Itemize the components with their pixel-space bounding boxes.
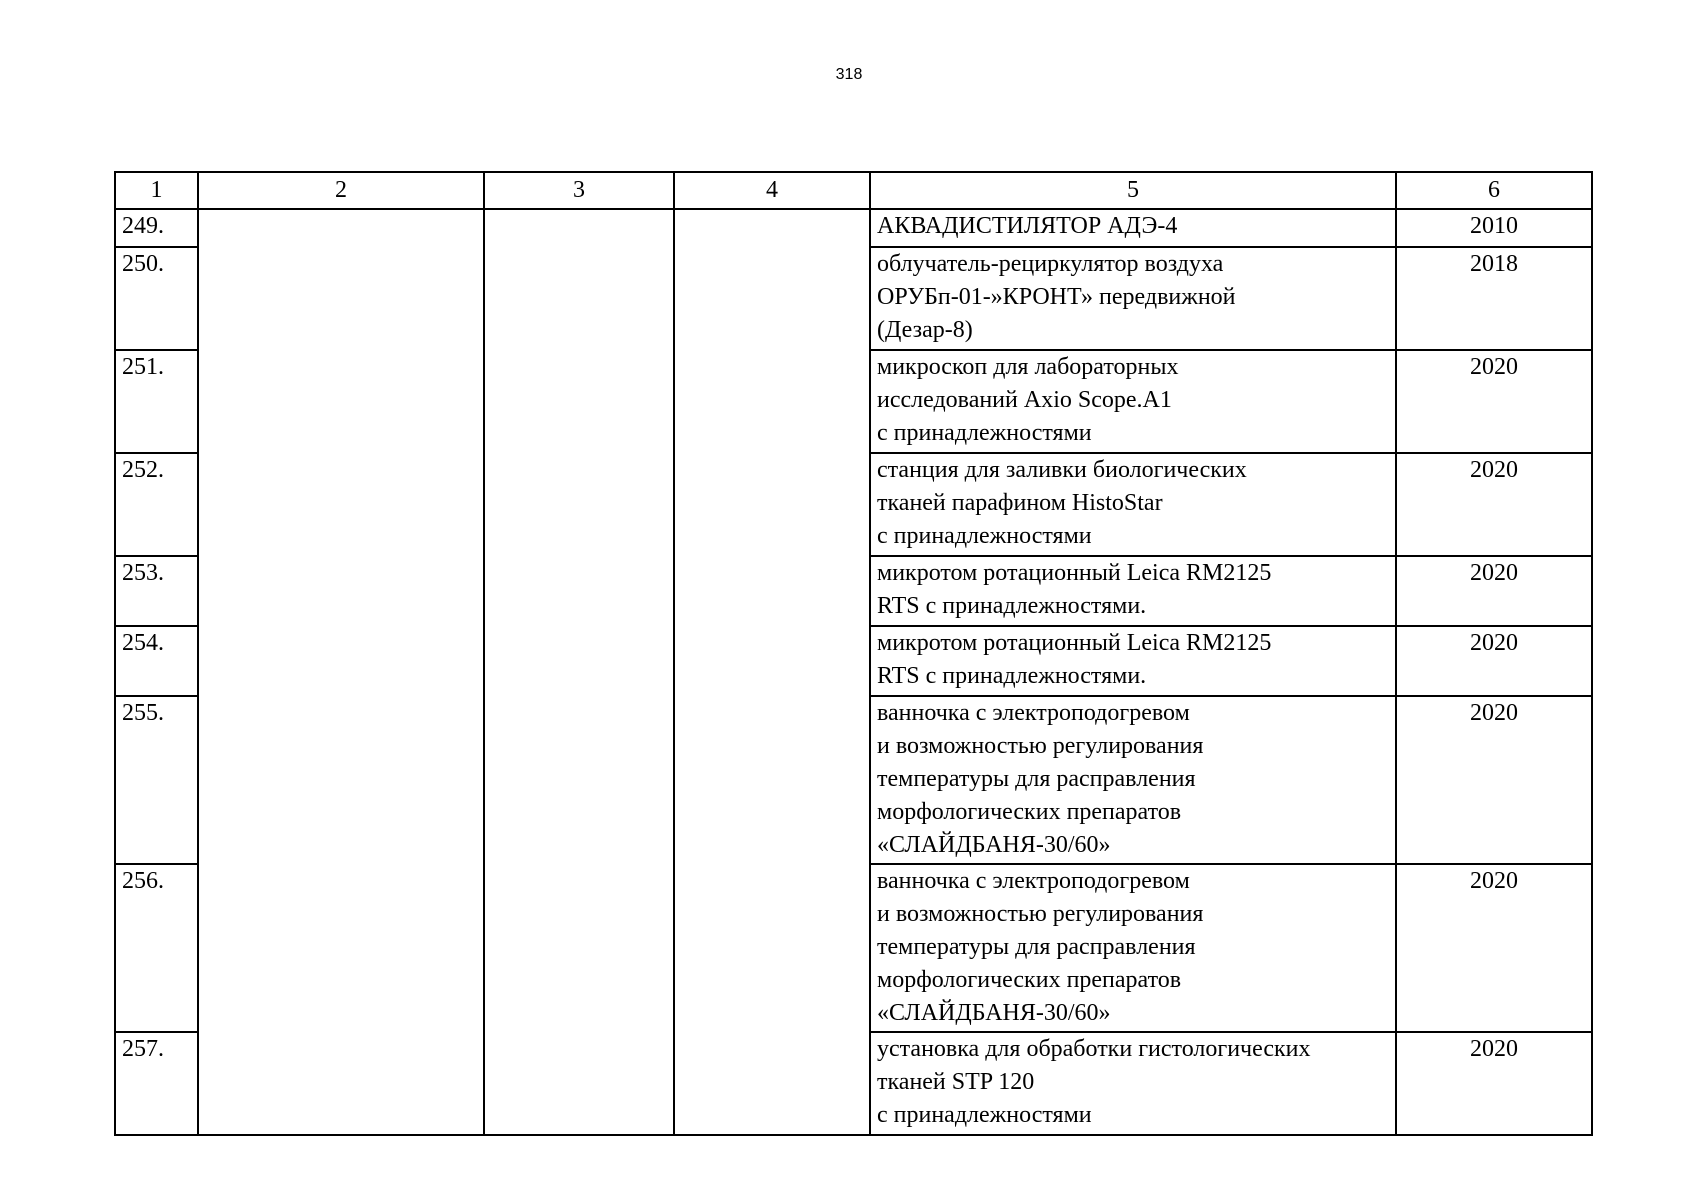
equipment-name-line: и возможностью регулирования — [877, 733, 1204, 759]
equipment-name-line: ванночка с электроподогревом — [877, 868, 1190, 894]
year: 2020 — [1396, 696, 1592, 864]
year: 2020 — [1396, 1032, 1592, 1135]
table-header-row — [115, 172, 1592, 209]
equipment-name-line: тканей STP 120 — [877, 1069, 1035, 1095]
equipment-name — [870, 864, 1396, 1032]
header-col-6: 6 — [1396, 172, 1592, 209]
equipment-name-line: ванночка с электроподогревом — [877, 700, 1190, 726]
equipment-name-line: облучатель-рециркулятор воздуха — [877, 251, 1224, 277]
equipment-name — [870, 350, 1396, 453]
equipment-name-line: RTS с принадлежностями. — [877, 663, 1147, 689]
equipment-name — [870, 247, 1396, 350]
header-col-3: 3 — [484, 172, 674, 209]
year: 2020 — [1396, 626, 1592, 696]
merged-empty-cell-col-4 — [674, 209, 870, 1135]
table-row — [115, 209, 1592, 247]
equipment-name-line: «СЛАЙДБАНЯ-30/60» — [877, 832, 1111, 858]
equipment-name-line: морфологических препаратов — [877, 967, 1182, 993]
header-col-5: 5 — [870, 172, 1396, 209]
equipment-table — [114, 171, 1593, 1136]
row-number: 251. — [115, 350, 198, 453]
equipment-name-line: с принадлежностями — [877, 1102, 1092, 1128]
header-col-4: 4 — [674, 172, 870, 209]
equipment-name-line: микроскоп для лабораторных — [877, 354, 1179, 380]
equipment-name-line: температуры для расправления — [877, 934, 1196, 960]
equipment-name-line: с принадлежностями — [877, 420, 1092, 446]
year: 2020 — [1396, 864, 1592, 1032]
header-col-1: 1 — [115, 172, 198, 209]
row-number: 253. — [115, 556, 198, 626]
equipment-name — [870, 556, 1396, 626]
page-number: 318 — [835, 66, 863, 83]
equipment-name-line: ОРУБп-01-»КРОНТ» передвижной — [877, 284, 1236, 310]
equipment-name-line: температуры для расправления — [877, 766, 1196, 792]
row-number: 252. — [115, 453, 198, 556]
equipment-name-line: микротом ротационный Leica RM2125 — [877, 630, 1272, 656]
table-body — [115, 209, 1592, 1135]
equipment-name-line: морфологических препаратов — [877, 799, 1182, 825]
equipment-name — [870, 696, 1396, 864]
equipment-name-line: станция для заливки биологических — [877, 457, 1247, 483]
equipment-name-line: с принадлежностями — [877, 523, 1092, 549]
year: 2010 — [1396, 209, 1592, 247]
year: 2018 — [1396, 247, 1592, 350]
row-number: 254. — [115, 626, 198, 696]
equipment-name-line: (Дезар-8) — [877, 317, 973, 343]
equipment-name — [870, 626, 1396, 696]
equipment-name-line: RTS с принадлежностями. — [877, 593, 1147, 619]
header-col-2: 2 — [198, 172, 484, 209]
row-number: 250. — [115, 247, 198, 350]
equipment-name-line: исследований Axio Scope.A1 — [877, 387, 1172, 413]
year: 2020 — [1396, 453, 1592, 556]
merged-empty-cell-col-2 — [198, 209, 484, 1135]
year: 2020 — [1396, 350, 1592, 453]
equipment-name-line: тканей парафином HistoStar — [877, 490, 1163, 516]
row-number: 249. — [115, 209, 198, 247]
row-number: 256. — [115, 864, 198, 1032]
merged-empty-cell-col-3 — [484, 209, 674, 1135]
row-number: 255. — [115, 696, 198, 864]
equipment-name-line: АКВАДИСТИЛЯТОР АДЭ-4 — [877, 213, 1178, 239]
equipment-name — [870, 453, 1396, 556]
year: 2020 — [1396, 556, 1592, 626]
equipment-name-line: и возможностью регулирования — [877, 901, 1204, 927]
equipment-name — [870, 209, 1396, 247]
equipment-name-line: микротом ротационный Leica RM2125 — [877, 560, 1272, 586]
equipment-name-line: «СЛАЙДБАНЯ-30/60» — [877, 1000, 1111, 1026]
row-number: 257. — [115, 1032, 198, 1135]
equipment-name-line: установка для обработки гистологических — [877, 1036, 1311, 1062]
equipment-name — [870, 1032, 1396, 1135]
